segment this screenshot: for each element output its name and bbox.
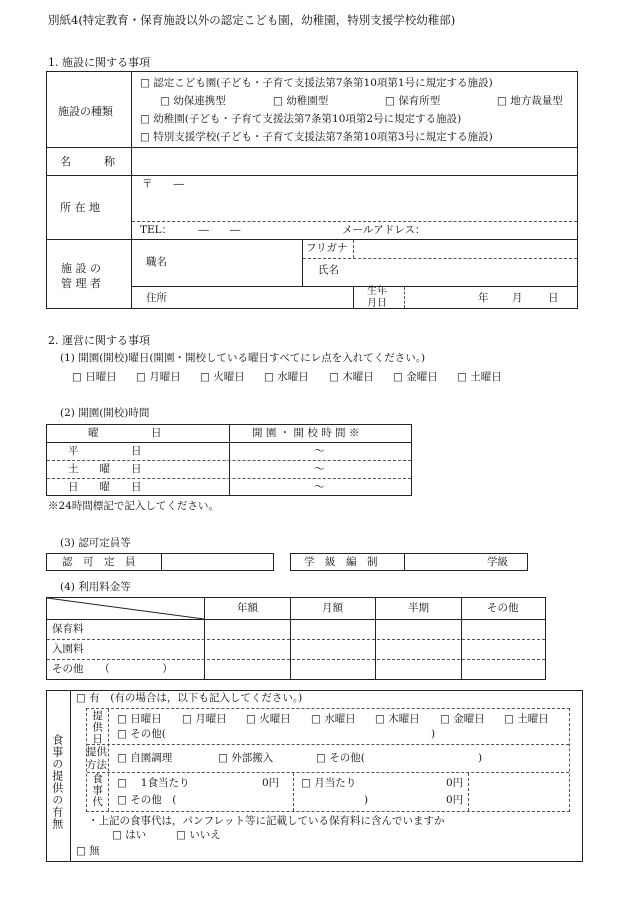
birth-label-1: 生年 bbox=[367, 286, 387, 297]
hours-row-sunday: 日 曜 日 bbox=[68, 481, 142, 493]
class-label: 学 級 編 制 bbox=[304, 556, 378, 568]
hours-heading: (2) 開園(開校)時間 bbox=[60, 407, 150, 419]
birth-label-2: 月日 bbox=[367, 298, 387, 309]
fee-row-nyuenryo: 入園料 bbox=[52, 643, 84, 655]
person-name-label: 氏名 bbox=[318, 264, 339, 276]
meal-fee-per-meal[interactable]: □ 1食当たり bbox=[117, 777, 190, 789]
fee-row-hoikuryo: 保育料 bbox=[52, 623, 84, 635]
manager-label-2: 管 理 者 bbox=[61, 277, 101, 290]
tel-field: TEL： ― ― bbox=[140, 224, 241, 236]
hours-row-saturday: 土 曜 日 bbox=[68, 463, 142, 475]
option-hoikusho-gata[interactable]: □ 保育所型 bbox=[385, 95, 441, 107]
day-mon[interactable]: □ 月曜日 bbox=[136, 371, 181, 383]
meal-day-thu[interactable]: □ 木曜日 bbox=[375, 713, 420, 725]
meal-fee-per-month-yen: 0円 bbox=[446, 777, 464, 789]
meal-fee-per-month[interactable]: □ 月当たり bbox=[301, 777, 357, 789]
fee-row-other: その他 （ ） bbox=[52, 663, 173, 675]
hours-col-time: 開 園 ・ 開 校 時 間 ※ bbox=[252, 427, 360, 439]
furigana-label: フリガナ bbox=[306, 242, 348, 254]
fee-col-other: その他 bbox=[487, 602, 519, 614]
meal-fee-other-yen: 0円 bbox=[446, 794, 464, 806]
meal-day-fri[interactable]: □ 金曜日 bbox=[440, 713, 485, 725]
meal-included-no[interactable]: □ いいえ bbox=[176, 829, 221, 841]
meal-day-tue[interactable]: □ 火曜日 bbox=[246, 713, 291, 725]
meal-yes[interactable]: □ 有 (有の場合は，以下も記入してください。) bbox=[76, 692, 303, 704]
meal-method-self[interactable]: □ 自園調理 bbox=[117, 752, 173, 764]
fee-col-half: 半期 bbox=[408, 602, 429, 614]
fee-col-monthly: 月額 bbox=[322, 602, 343, 614]
meal-method-label-1: 提供 bbox=[86, 746, 107, 758]
meal-fee-per-meal-yen: 0円 bbox=[262, 777, 280, 789]
email-field: メールアドレス： bbox=[342, 224, 426, 236]
meal-day-sat[interactable]: □ 土曜日 bbox=[504, 713, 549, 725]
option-youchien-gata[interactable]: □ 幼稚園型 bbox=[273, 95, 329, 107]
manager-label-1: 施 設 の bbox=[61, 262, 101, 275]
day-fri[interactable]: □ 金曜日 bbox=[393, 371, 438, 383]
page-title: 別紙4(特定教育・保育施設以外の認定こども園，幼稚園，特別支援学校幼稚部) bbox=[48, 13, 456, 27]
meal-included-yes[interactable]: □ はい bbox=[112, 829, 147, 841]
section2-heading: 2. 運営に関する事項 bbox=[48, 334, 150, 347]
hours-row-weekday: 平 日 bbox=[68, 445, 142, 457]
postal-code: 〒 ― bbox=[142, 178, 184, 190]
meal-method-other-close: ) bbox=[478, 752, 483, 764]
meal-day-label: 提供日 bbox=[91, 710, 104, 745]
option-youchien[interactable]: □ 幼稚園(子ども・子育て支援法第7条第10項第2号に規定する施設) bbox=[140, 113, 462, 125]
option-kodomoen[interactable]: □ 認定こども園(子ども・子育て支援法第7条第10項第1号に規定する施設) bbox=[140, 77, 493, 89]
option-chiho-sairyo[interactable]: □ 地方裁量型 bbox=[497, 95, 563, 107]
meal-method-other[interactable]: □ その他( bbox=[316, 752, 365, 764]
option-tokubetsu-shien[interactable]: □ 特別支援学校(子ども・子育て支援法第7条第10項第3号に規定する施設) bbox=[140, 131, 493, 143]
meal-method-label-2: 方法 bbox=[86, 759, 107, 771]
birth-day: 日 bbox=[548, 292, 559, 304]
facility-type-label: 施設の種類 bbox=[58, 105, 113, 118]
day-tue[interactable]: □ 火曜日 bbox=[200, 371, 245, 383]
class-unit: 学級 bbox=[487, 556, 508, 568]
residence-label: 住所 bbox=[146, 292, 167, 304]
meal-no[interactable]: □ 無 bbox=[76, 845, 100, 857]
meal-fee-other-close: ) bbox=[364, 794, 369, 806]
meal-day-wed[interactable]: □ 水曜日 bbox=[311, 713, 356, 725]
day-sat[interactable]: □ 土曜日 bbox=[457, 371, 502, 383]
section1-heading: 1. 施設に関する事項 bbox=[48, 56, 150, 69]
fee-heading: (4) 利用料金等 bbox=[60, 581, 131, 593]
meal-method-outside[interactable]: □ 外部搬入 bbox=[218, 752, 274, 764]
capacity-heading: (3) 認可定員等 bbox=[60, 537, 131, 549]
day-thu[interactable]: □ 木曜日 bbox=[329, 371, 374, 383]
meal-fee-other[interactable]: □ その他 ( bbox=[117, 794, 177, 806]
day-sun[interactable]: □ 日曜日 bbox=[72, 371, 117, 383]
meal-day-sun[interactable]: □ 日曜日 bbox=[117, 713, 162, 725]
hours-note: ※24時間標記で記入してください。 bbox=[48, 500, 219, 512]
days-heading: (1) 開園(開校)曜日(開園・開校している曜日すべてにレ点を入れてください。) bbox=[60, 352, 426, 364]
capacity-label: 認 可 定 員 bbox=[62, 556, 136, 568]
hours-col-day: 曜 日 bbox=[88, 427, 162, 439]
meal-day-mon[interactable]: □ 月曜日 bbox=[182, 713, 227, 725]
fee-col-annual: 年額 bbox=[237, 602, 258, 614]
name-label: 名 称 bbox=[60, 155, 115, 168]
hours-row-weekday-time: ～ bbox=[314, 445, 325, 457]
hours-row-saturday-time: ～ bbox=[314, 463, 325, 475]
option-yoho-renkei[interactable]: □ 幼保連携型 bbox=[160, 95, 226, 107]
post-label: 職名 bbox=[146, 256, 167, 268]
meal-fee-label: 食事代 bbox=[91, 773, 104, 808]
meal-side-label: 食事の提供の有無 bbox=[50, 734, 64, 830]
hours-row-sunday-time: ～ bbox=[314, 481, 325, 493]
birth-month: 月 bbox=[512, 292, 523, 304]
day-wed[interactable]: □ 水曜日 bbox=[264, 371, 309, 383]
address-label: 所 在 地 bbox=[60, 201, 100, 214]
meal-included-question: ・上記の食事代は，パンフレット等に記載している保育料に含んでいますか bbox=[88, 815, 445, 827]
meal-day-other-close: ) bbox=[431, 728, 436, 740]
birth-year: 年 bbox=[478, 292, 489, 304]
meal-day-other[interactable]: □ その他( bbox=[117, 728, 166, 740]
